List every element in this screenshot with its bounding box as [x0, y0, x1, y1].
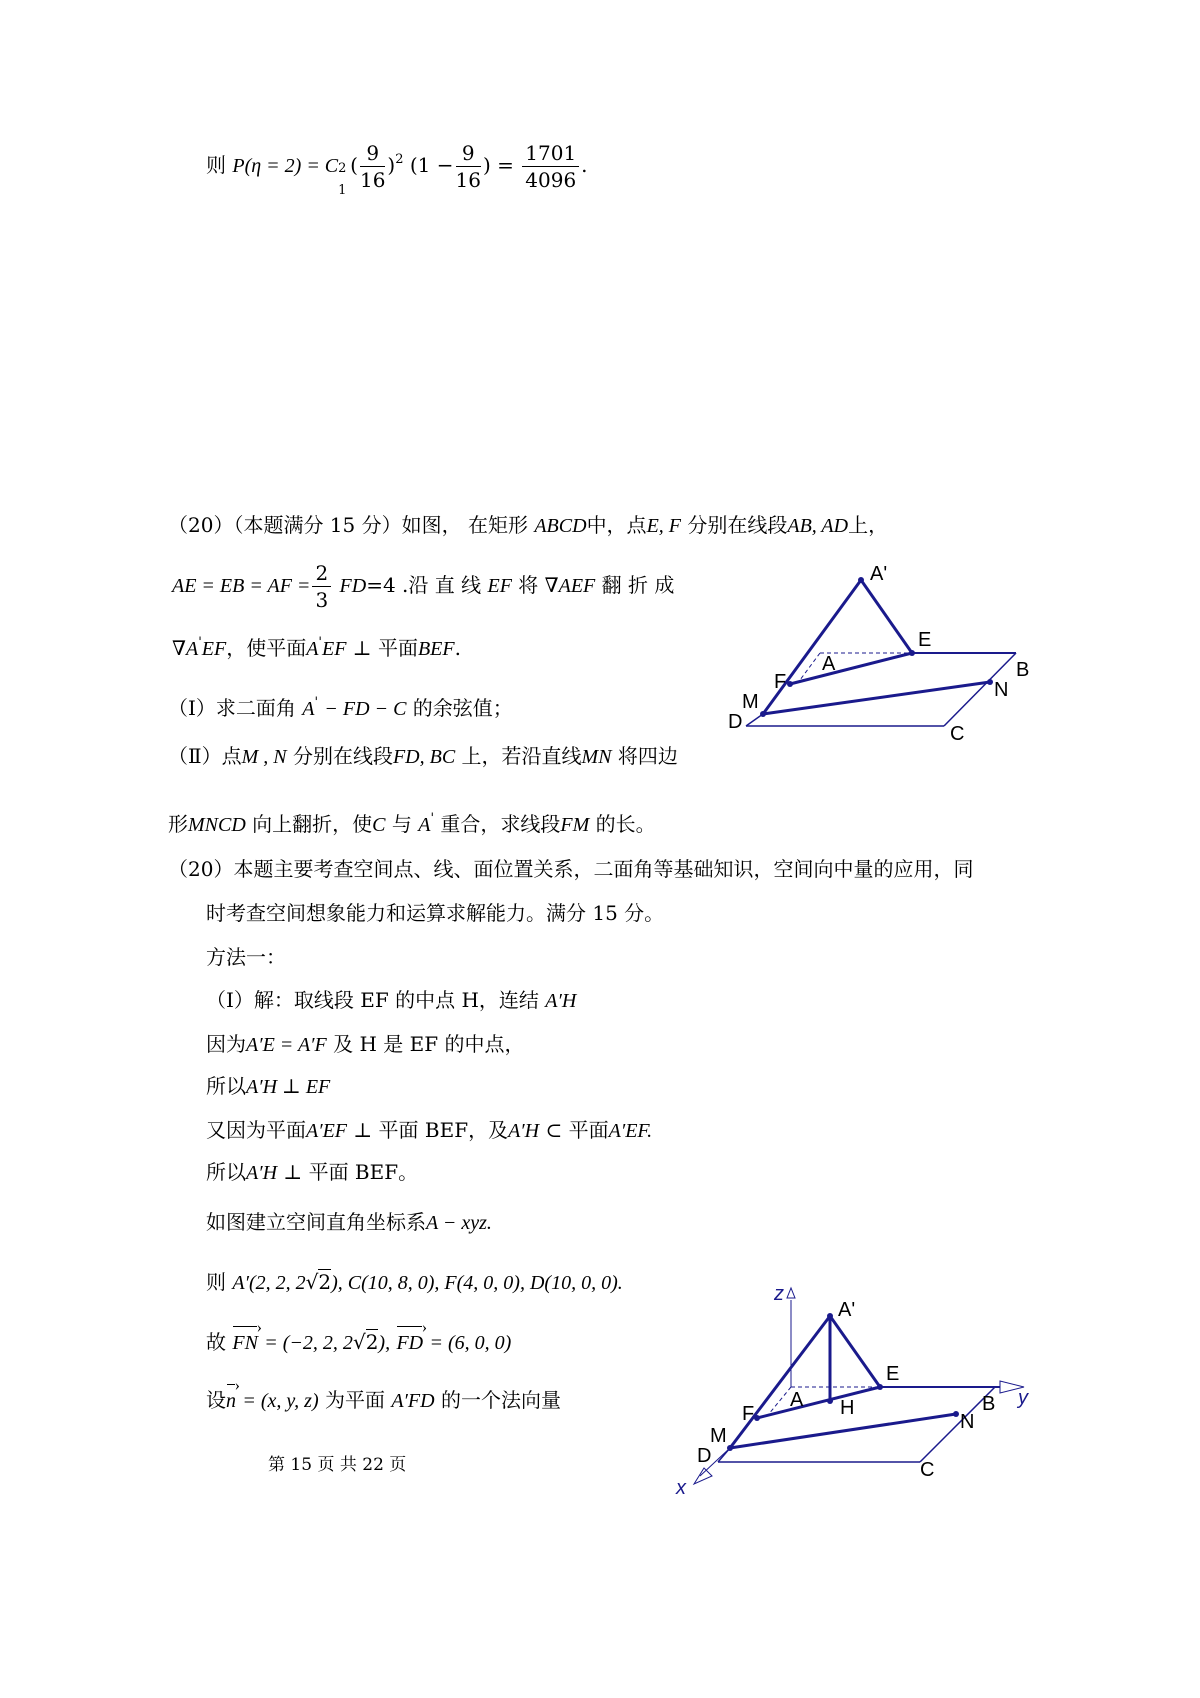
math: = (−2, 2, 2: [264, 1332, 353, 1354]
math: ∇AEF: [544, 575, 596, 597]
text: 时考查空间想象能力和运算求解能力。满分 15 分。: [206, 901, 665, 925]
text: 将: [518, 573, 545, 597]
math: ), C(10, 8, 0), F(4, 0, 0), D(10, 0, 0).: [331, 1272, 623, 1294]
label-a: A: [790, 1389, 804, 1411]
text: ，使平面: [226, 636, 307, 660]
math: FD: [339, 575, 367, 597]
label-z: z: [774, 1283, 784, 1305]
math: A′EF.: [608, 1120, 653, 1142]
text: ⊂ 平面: [545, 1118, 609, 1142]
text: 因为: [206, 1032, 246, 1056]
footer-text: 第 15 页 共 22 页: [268, 1455, 407, 1475]
point-ap: [827, 1313, 833, 1319]
text: 为平面: [324, 1388, 385, 1412]
text: ⊥ 平面: [352, 636, 418, 660]
edge-m-n: [730, 1414, 956, 1448]
label-n: N: [994, 679, 1009, 701]
paren-open: (: [350, 153, 358, 177]
label-n: N: [960, 1411, 975, 1433]
math: = (6, 0, 0): [429, 1332, 512, 1354]
point-e: [877, 1384, 883, 1390]
label-b: B: [1016, 659, 1030, 681]
text: 所以: [206, 1074, 246, 1098]
text: （Ⅱ）点: [168, 744, 242, 768]
frac-num: 1701: [522, 140, 579, 167]
text: 方法一：: [206, 945, 286, 969]
text: ⊥ 平面 BEF。: [283, 1160, 419, 1184]
frac-num: 9: [360, 140, 385, 167]
text: （Ⅰ）解：取线段 EF 的中点 H，连结: [206, 988, 539, 1012]
point-h: [827, 1398, 833, 1404]
text: 上，若沿直线: [461, 744, 582, 768]
text: 翻 折 成: [601, 573, 675, 597]
math: FM: [560, 814, 590, 836]
label-d: D: [697, 1445, 712, 1467]
frac-num: 2: [312, 560, 331, 587]
sqrt-sign: √: [352, 1330, 366, 1354]
frac-den: 16: [455, 168, 481, 192]
math: − FD − C: [324, 698, 407, 720]
math: FD, BC: [392, 746, 456, 768]
prime: ': [430, 811, 435, 826]
text: 形: [168, 812, 188, 836]
math: AB, AD: [787, 515, 849, 537]
text: 则: [206, 1270, 226, 1294]
math: A′FD: [391, 1390, 435, 1412]
sqrt-radicand: 2: [365, 1330, 379, 1354]
math: C: [372, 814, 386, 836]
edge-f-e: [757, 1387, 880, 1418]
text: 分别在线段: [292, 744, 393, 768]
text: 的余弦值；: [412, 696, 513, 720]
formula-lhs: P(η = 2) = C: [232, 155, 339, 177]
math: MN: [581, 746, 612, 768]
math: ),: [378, 1332, 391, 1354]
prime: ': [318, 635, 322, 650]
formula-eq: ) =: [482, 153, 514, 177]
text: （Ⅰ）求二面角: [168, 696, 296, 720]
math: M , N: [241, 746, 287, 768]
prime: ': [198, 635, 202, 650]
math: A: [302, 698, 315, 720]
frac-den: 4096: [525, 168, 577, 192]
label-x: x: [676, 1477, 686, 1499]
vector-fn: FN ›: [232, 1330, 258, 1356]
exponent: 2: [395, 152, 404, 167]
math: A′H ⊥ EF: [246, 1076, 331, 1098]
prime: ': [314, 695, 319, 710]
frac-num: 9: [456, 140, 481, 167]
math: A′H: [508, 1120, 540, 1142]
label-c: C: [950, 723, 965, 745]
label-c: C: [920, 1459, 935, 1481]
label-m: M: [710, 1425, 727, 1447]
label-y: y: [1018, 1387, 1028, 1409]
math: E, F: [646, 515, 681, 537]
label-h: H: [840, 1397, 855, 1419]
frac-den: 3: [315, 588, 329, 612]
text: 的长。: [595, 812, 656, 836]
label-b: B: [982, 1393, 996, 1415]
formula-prefix: 则: [206, 153, 226, 177]
text: 重合，求线段: [440, 812, 561, 836]
text: 所以: [206, 1160, 246, 1184]
math: EF: [322, 638, 347, 660]
text: 如图建立空间直角坐标系: [206, 1210, 426, 1234]
point-m: [727, 1445, 733, 1451]
label-e: E: [886, 1363, 900, 1385]
math: ∇A: [172, 638, 199, 660]
edge-ap-d: [730, 1316, 830, 1448]
text: 上，: [848, 513, 889, 537]
math: A′(2, 2, 2: [232, 1272, 306, 1294]
text: =4 .沿 直 线: [366, 573, 482, 597]
text: （20）（本题满分 15 分）如图， 在矩形: [168, 513, 528, 537]
text: 故: [206, 1330, 226, 1354]
point-n: [953, 1411, 959, 1417]
sqrt-radicand: 2: [318, 1270, 332, 1294]
math: EF: [487, 575, 512, 597]
text: （20）本题主要考查空间点、线、面位置关系，二面角等基础知识，空间向中量的应用，同: [168, 857, 974, 881]
formula-mid: (1 −: [409, 153, 454, 177]
math: AE = EB = AF =: [172, 575, 311, 597]
point-f: [754, 1415, 760, 1421]
label-a: A: [822, 653, 836, 675]
math: = (x, y, z): [242, 1390, 319, 1412]
formula-end: .: [581, 153, 588, 177]
math: A′H: [246, 1162, 278, 1184]
math: MNCD: [188, 814, 246, 836]
paren-close: ): [387, 153, 396, 177]
label-f: F: [774, 671, 787, 693]
x-arrow-icon: [694, 1468, 712, 1484]
label-f: F: [742, 1403, 755, 1425]
math: A′H: [545, 990, 577, 1012]
text: 中，点: [586, 513, 647, 537]
label-ap: A': [838, 1299, 856, 1321]
math: A − xyz.: [426, 1212, 492, 1234]
label-e: E: [918, 629, 932, 651]
vector-n: n ›: [226, 1388, 236, 1414]
text: 向上翻折，使: [252, 812, 373, 836]
text: 将四边: [617, 744, 678, 768]
math: ABCD: [534, 515, 587, 537]
comb-sup: 2: [338, 161, 347, 176]
vector-fd: FD ›: [396, 1330, 423, 1356]
label-d: D: [728, 711, 743, 733]
math: A′EF: [306, 1120, 348, 1142]
text: ⊥ 平面 BEF，及: [353, 1118, 509, 1142]
label-ap: A': [870, 563, 888, 585]
text: 又因为平面: [206, 1118, 306, 1142]
math: EF: [201, 638, 227, 660]
text: .: [454, 636, 461, 660]
text: 及 H 是 EF 的中点，: [333, 1032, 525, 1056]
text: 的一个法向量: [440, 1388, 561, 1412]
z-arrow-icon: [787, 1288, 795, 1298]
comb-sub: 1: [338, 183, 347, 198]
figure-2-lines: [694, 1288, 1024, 1484]
text: 设: [206, 1388, 226, 1412]
math: BEF: [417, 638, 455, 660]
math: A: [306, 638, 319, 660]
text: 与: [391, 812, 412, 836]
text: 分别在线段: [687, 513, 788, 537]
frac-den: 16: [359, 168, 386, 192]
edge-ap-e: [830, 1316, 880, 1387]
label-m: M: [742, 691, 759, 713]
math: A′E = A′F: [246, 1034, 327, 1056]
math: A: [418, 814, 431, 836]
sqrt-sign: √: [305, 1270, 319, 1294]
